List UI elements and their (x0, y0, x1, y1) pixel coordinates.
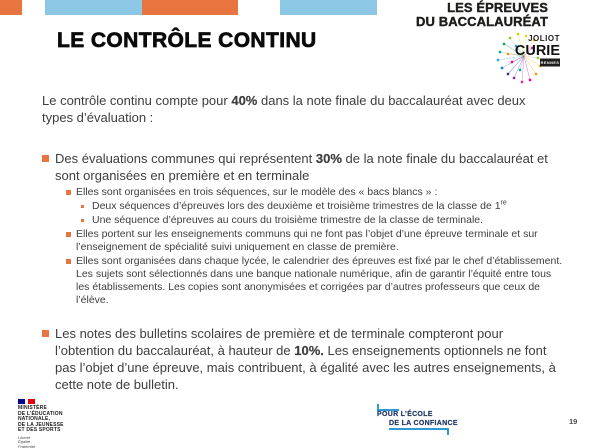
logo-city-text: RENNES (540, 61, 560, 65)
sub-item-trois-sequences (42, 186, 564, 199)
top-bar-orange-small (0, 0, 22, 15)
bullet-dot-icon (81, 205, 84, 208)
confiance-line1: POUR L’ÉCOLE (377, 411, 433, 418)
logo-curie-text: CURIE (514, 43, 560, 59)
confiance-line2: DE LA CONFIANCE (389, 419, 458, 427)
top-bar-blue-1 (45, 0, 142, 15)
bullet2-text-post: Les enseignements optionnels ne font pas l’objet d’une épreuve, mais contribuent, à égalité avec les autres enseignements, à cette note de bulletin. (55, 343, 556, 392)
motto-line: Fraternité (18, 443, 36, 448)
intro-paragraph (42, 92, 534, 126)
bullet-square-icon (42, 330, 49, 337)
sub-sub-item-deux-sequences (42, 200, 564, 213)
bracket-bottom-icon (389, 428, 449, 435)
ministry-line: ET DES SPORTS (18, 427, 61, 433)
series-title-line2: DU BACCALAURÉAT (416, 14, 548, 29)
starburst-icon (490, 28, 562, 88)
french-flag-icon (18, 399, 64, 404)
bullet2-text-pre: Les notes des bulletins scolaires de première et de terminale compteront pour l’obtention du baccalauréat, à hauteur de (55, 326, 504, 358)
sub1b-text: Une séquence d’épreuves au cours du troisième trimestre de la classe de terminale. (92, 214, 484, 226)
sub3-text: Elles sont organisées dans chaque lycée, le calendrier des épreuves est fixé par le chef d’établissement. Les sujets sont sélectionnés dans une banque nationale numérique, afin de garantir l’équité entre tous les établissements. Les copies sont anonymisées et corrigées par d’autres professeurs que ceux de l’élève. (76, 255, 563, 306)
page-number: 19 (569, 417, 578, 426)
republic-motto (18, 436, 64, 448)
intro-text-pre: Le contrôle continu compte pour (42, 93, 232, 108)
list-item-evaluations-communes (42, 150, 564, 184)
ministry-name (18, 406, 64, 434)
intro-text-post: dans la note finale du baccalauréat avec deux types d’évaluation : (42, 93, 526, 125)
bullet-square-icon (42, 155, 49, 162)
ministry-line: DE LA JEUNESSE (18, 421, 64, 428)
top-bar-orange-1 (142, 0, 238, 15)
bullet1-text-bold: 30% (315, 151, 342, 166)
school-logo (490, 28, 562, 88)
bullet-dot-icon (81, 219, 84, 222)
sub-sub-item-une-sequence (42, 214, 564, 227)
ministry-line: MINISTÈRE (18, 405, 48, 411)
sub2-text: Elles portent sur les enseignements communs qui ne font pas l’objet d’une épreuve terminale et sur l’enseignement de spécialité suivi uniquement en classe de première. (76, 228, 538, 253)
bullet-square-icon (66, 190, 71, 195)
page-title: LE CONTRÔLE CONTINU (57, 29, 317, 52)
series-title-line1: LES ÉPREUVES (447, 0, 548, 15)
logo-joliot-text: JOLIOT (528, 34, 560, 43)
ministry-line: NATIONALE, (18, 416, 51, 422)
bullet2-text-bold: 10%. (294, 343, 324, 358)
motto-line: Liberté (18, 434, 31, 440)
sub-item-enseignements-communs (42, 228, 564, 254)
ministry-logo (18, 399, 64, 448)
sub1-text: Elles sont organisées en trois séquences, sur le modèle des « bacs blancs » : (76, 186, 438, 198)
series-title (416, 1, 548, 29)
motto-line: Égalité (18, 439, 31, 444)
bullet-square-icon (66, 232, 71, 237)
bullet1-text-post: de la note finale du baccalauréat et sont organisées en première et en terminale (55, 151, 548, 183)
sub1a-text: Deux séquences d’épreuves lors des deuxième et troisième trimestres de la classe de 1 (92, 200, 501, 212)
slide-content (42, 92, 564, 393)
pour-lecole-confiance-logo (377, 411, 458, 428)
intro-text-bold: 40% (231, 93, 258, 108)
bracket-top-icon (377, 404, 399, 411)
sub-item-organisation-lycee (42, 255, 564, 307)
bullet-square-icon (66, 259, 71, 264)
bullet1-text-pre: Des évaluations communes qui représentent (55, 151, 316, 166)
top-bar-blue-2 (280, 0, 377, 15)
sub-list (42, 186, 564, 307)
ministry-line: DE L’ÉDUCATION (18, 410, 63, 417)
list-item-bulletins-scolaires (42, 325, 564, 393)
sub1a-superscript: re (500, 199, 507, 207)
